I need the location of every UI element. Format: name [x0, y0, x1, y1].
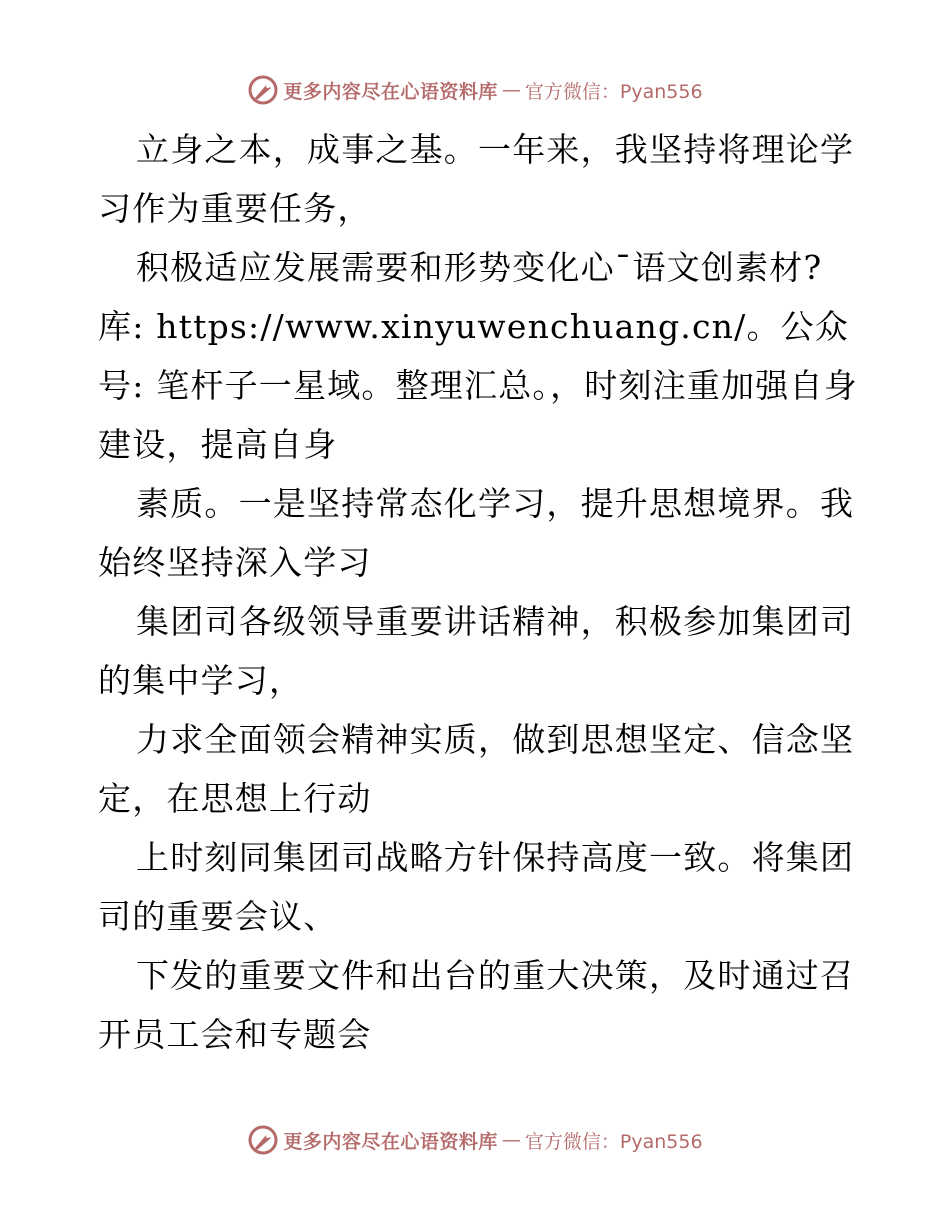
footer-banner-text: 更多内容尽在心语资料库	[283, 1130, 498, 1153]
pen-nib-logo-icon	[247, 74, 279, 106]
paragraph: 下发的重要文件和出台的重大决策，及时通过召开员工会和专题会	[98, 956, 855, 1054]
footer-banner-wechat: 官方微信：Pyan556	[524, 1130, 703, 1153]
header-banner-content	[247, 74, 702, 106]
paragraph: 力求全面领会精神实质，做到思想坚定、信念坚定，在思想上行动	[98, 720, 855, 818]
paragraph: 素质。一是坚持常态化学习，提升思想境界。我始终坚持深入学习	[98, 484, 855, 582]
footer-banner	[0, 1120, 950, 1160]
header-banner-separator: —	[501, 79, 521, 101]
header-banner-wechat: 官方微信：Pyan556	[524, 80, 703, 103]
header-banner-text: 更多内容尽在心语资料库	[283, 80, 498, 103]
paragraph: 积极适应发展需要和形势变化心¯语文创素材?库: https://www.xinyuwenchuang.cn/。公众号: 笔杆子一星域。整理汇总。，时刻注重加强自身建设，提高自身	[98, 248, 858, 464]
document-body	[98, 120, 858, 1064]
header-banner	[0, 70, 950, 110]
pen-nib-logo-icon	[247, 1124, 279, 1156]
footer-banner-content	[247, 1124, 702, 1156]
paragraph: 集团司各级领导重要讲话精神，积极参加集团司的集中学习，	[98, 602, 855, 700]
paragraph: 上时刻同集团司战略方针保持高度一致。将集团司的重要会议、	[98, 838, 855, 936]
paragraph: 立身之本，成事之基。一年来，我坚持将理论学习作为重要任务，	[98, 130, 855, 228]
footer-banner-separator: —	[501, 1129, 521, 1151]
